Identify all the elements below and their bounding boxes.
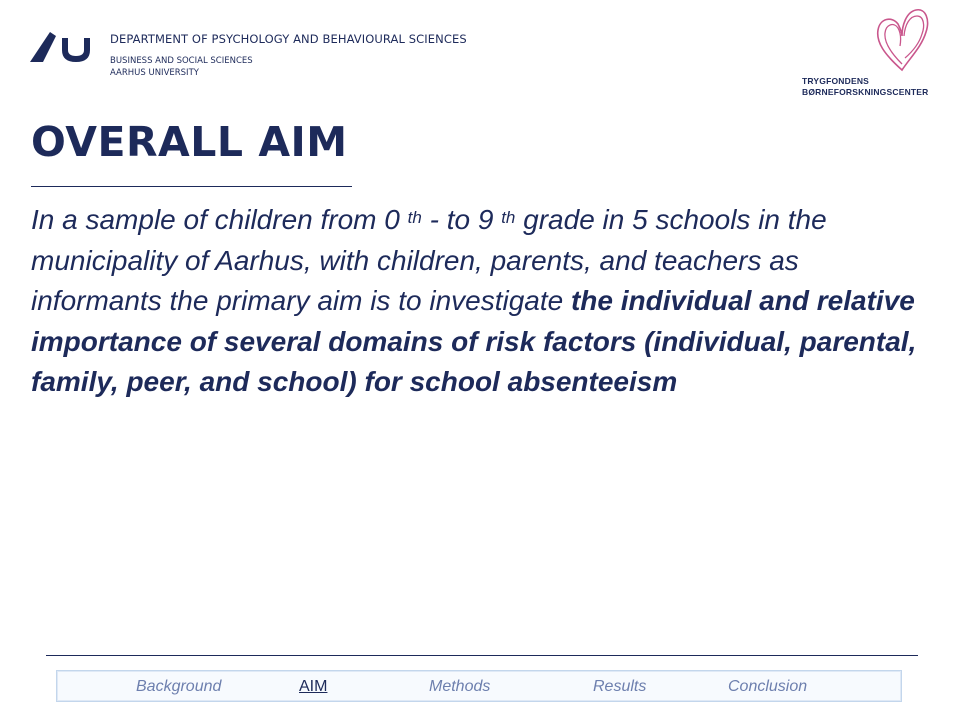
faculty-name: BUSINESS AND SOCIAL SCIENCES <box>110 56 253 66</box>
department-name: DEPARTMENT OF PSYCHOLOGY AND BEHAVIOURAL SCIENCES <box>110 32 467 46</box>
heart-logo-icon <box>874 6 930 74</box>
aim-paragraph <box>31 200 921 403</box>
nav-methods[interactable]: Methods <box>429 678 491 695</box>
aim-text-part2: - to 9 <box>421 204 502 235</box>
aim-emphasis: the individual and relative importance of several domains of risk factors (individual, parental, family, peer, and school) for school absenteeism <box>31 285 917 397</box>
partner-logo <box>798 6 930 96</box>
university-name: AARHUS UNIVERSITY <box>110 68 199 78</box>
nav-conclusion[interactable]: Conclusion <box>728 678 808 695</box>
slide-title: OVERALL AIM <box>31 118 348 166</box>
superscript-th-2: th <box>501 208 516 227</box>
title-underline <box>31 186 352 187</box>
nav-aim[interactable]: AIM <box>299 678 328 695</box>
nav-results[interactable]: Results <box>593 678 647 695</box>
aarhus-university-logo <box>30 32 94 62</box>
section-navigation <box>56 670 902 702</box>
footer-divider <box>46 655 918 656</box>
department-header <box>110 32 467 78</box>
aim-text-part3: grade in 5 schools in the municipality of Aarhus, with children, parents, and teachers as informants the primary aim is to investigate <box>31 204 827 316</box>
superscript-th-1: th <box>407 208 422 227</box>
nav-background[interactable]: Background <box>136 678 222 695</box>
partner-name-line2: BØRNEFORSKNINGSCENTER <box>802 87 929 97</box>
partner-name-line1: TRYGFONDENS <box>802 76 870 86</box>
aim-text-part1: In a sample of children from 0 <box>31 204 408 235</box>
